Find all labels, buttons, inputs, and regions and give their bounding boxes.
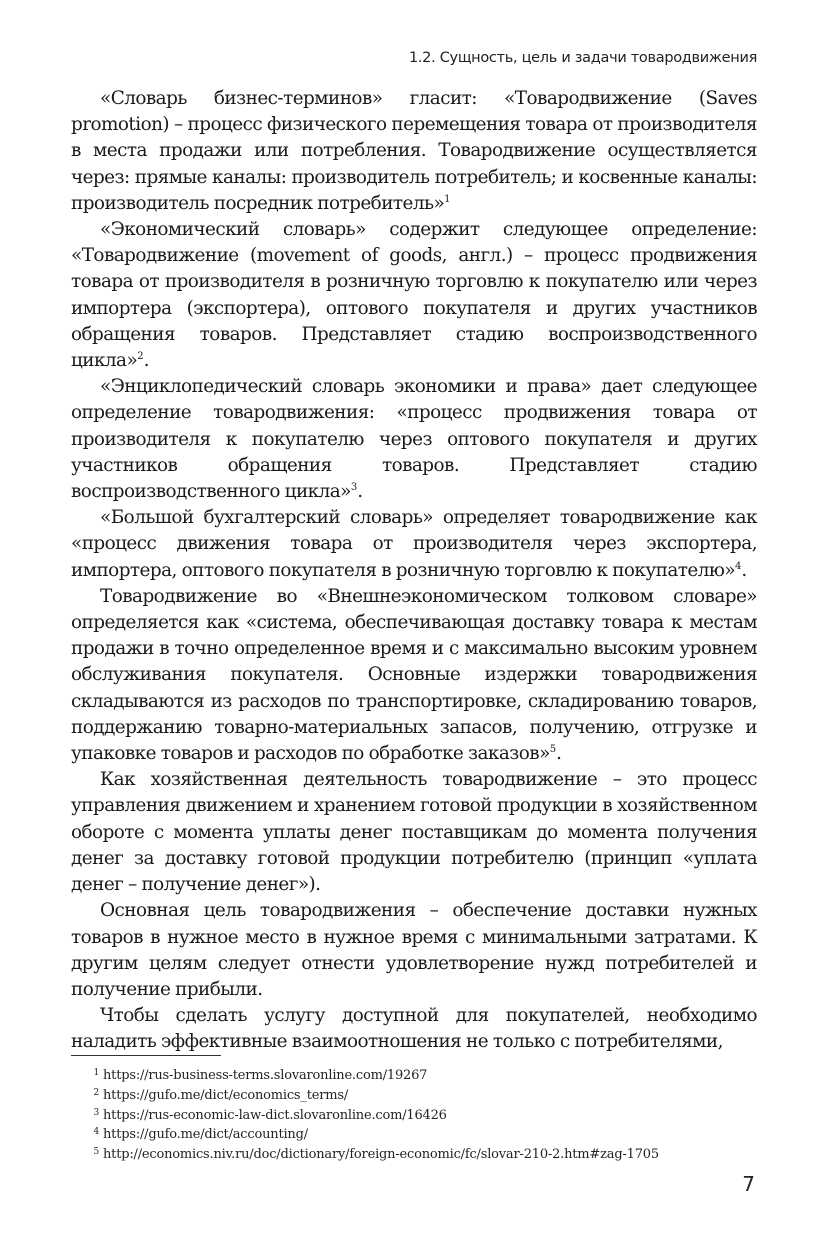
footnote-link[interactable]: https://rus-business-terms.slovaronline.com/19267 <box>103 1068 428 1083</box>
footnote-number: 4 <box>93 1127 99 1138</box>
paragraph-text: «Энциклопедический словарь экономики и права» дает следующее определение товародвижения: «процесс продвижения товара от производителя к покупателю через оптового покупателя и других участников обращения товаров. Представляет стадию воспроизводственного цикла» <box>71 376 757 503</box>
footnote-ref[interactable]: 5 <box>549 744 557 756</box>
paragraph <box>71 1003 757 1055</box>
paragraph <box>71 505 757 584</box>
page-number: 7 <box>742 1172 755 1196</box>
paragraph <box>71 374 757 505</box>
paragraph-text: «Экономический словарь» содержит следующее определение: «Товародвижение (movement of goods, англ.) – процесс продвижения товара от производителя в розничную торговлю к покупателю или через импортера (экспортера), оптового покупателя и других участников обращения товаров. Представляет стадию воспроизводственного цикла» <box>71 219 757 372</box>
footnote-ref[interactable]: 3 <box>350 482 358 494</box>
paragraph-text: «Большой бухгалтерский словарь» определяет товародвижение как «процесс движения товара от производителя через экспортера, импортера, оптового покупателя в розничную торговлю к покупателю» <box>71 507 757 581</box>
paragraph-text: Основная цель товародвижения – обеспечение доставки нужных товаров в нужное место в нужное время с минимальными затратами. К другим целям следует отнести удовлетворение нужд потребителей и получение прибыли. <box>71 900 757 1000</box>
paragraph-tail: . <box>143 350 149 372</box>
paragraph-tail: . <box>556 743 562 765</box>
paragraph <box>71 898 757 1003</box>
footnote-link[interactable]: https://gufo.me/dict/economics_terms/ <box>103 1087 349 1103</box>
paragraph <box>71 217 757 374</box>
footnotes <box>71 1067 771 1166</box>
footnote-link[interactable]: https://rus-economic-law-dict.slovaronline.com/16426 <box>103 1107 447 1123</box>
paragraph-tail: . <box>741 559 747 581</box>
footnote-number: 1 <box>93 1068 99 1078</box>
paragraph <box>71 86 757 217</box>
paragraph <box>71 767 757 898</box>
footnote-number: 2 <box>93 1087 99 1098</box>
footnote-ref[interactable]: 4 <box>735 560 742 572</box>
footnote-link[interactable]: http://economics.niv.ru/doc/dictionary/foreign-economic/fc/slovar-210-2.htm#zag-1705 <box>103 1147 659 1163</box>
paragraph-text: Товародвижение во «Внешнеэкономическом толковом словаре» определяется как «система, обеспечивающая доставку товара к местам продажи в точно определенное время и с максимально высоким уровнем обслуживания покупателя. Основные издержки товародвижения складываются из расходов по транспортировке, складированию товаров, поддержанию товарно-материальных запасов, получению, отгрузке и упаковке товаров и расходов по обработке заказов» <box>71 585 757 765</box>
footnote-ref[interactable]: 1 <box>444 193 451 205</box>
footnote <box>71 1107 771 1127</box>
footnote-divider <box>71 1055 221 1056</box>
footnote-link[interactable]: https://gufo.me/dict/accounting/ <box>103 1127 308 1143</box>
footnote-number: 5 <box>93 1147 99 1158</box>
paragraph-text: Чтобы сделать услугу доступной для покупателей, необходимо наладить эффективные взаимоотношения не только с потребителями, <box>71 1005 757 1053</box>
footnote-number: 3 <box>93 1107 99 1118</box>
paragraph-tail: . <box>357 481 363 503</box>
body-text <box>71 86 757 1056</box>
running-header: 1.2. Сущность, цель и задачи товародвижения <box>408 50 757 66</box>
paragraph-text: Как хозяйственная деятельность товародвижение – это процесс управления движением и хранением готовой продукции в хозяйственном обороте с момента уплаты денег поставщикам до момента получения денег за доставку готовой продукции потребителю (принцип «уплата денег – получение денег»). <box>71 769 757 896</box>
paragraph <box>71 584 757 767</box>
footnote-ref[interactable]: 2 <box>137 351 144 363</box>
footnote <box>71 1087 771 1107</box>
footnote <box>71 1126 771 1146</box>
footnote <box>71 1067 771 1087</box>
paragraph-text: «Словарь бизнес-терминов» гласит: «Товародвижение (Saves promotion) – процесс физического перемещения товара от производителя в места продажи или потребления. Товародвижение осуществляется через: прямые каналы: производитель потребитель; и косвенные каналы: производитель посредник потребитель» <box>71 88 757 214</box>
footnote <box>71 1146 771 1166</box>
